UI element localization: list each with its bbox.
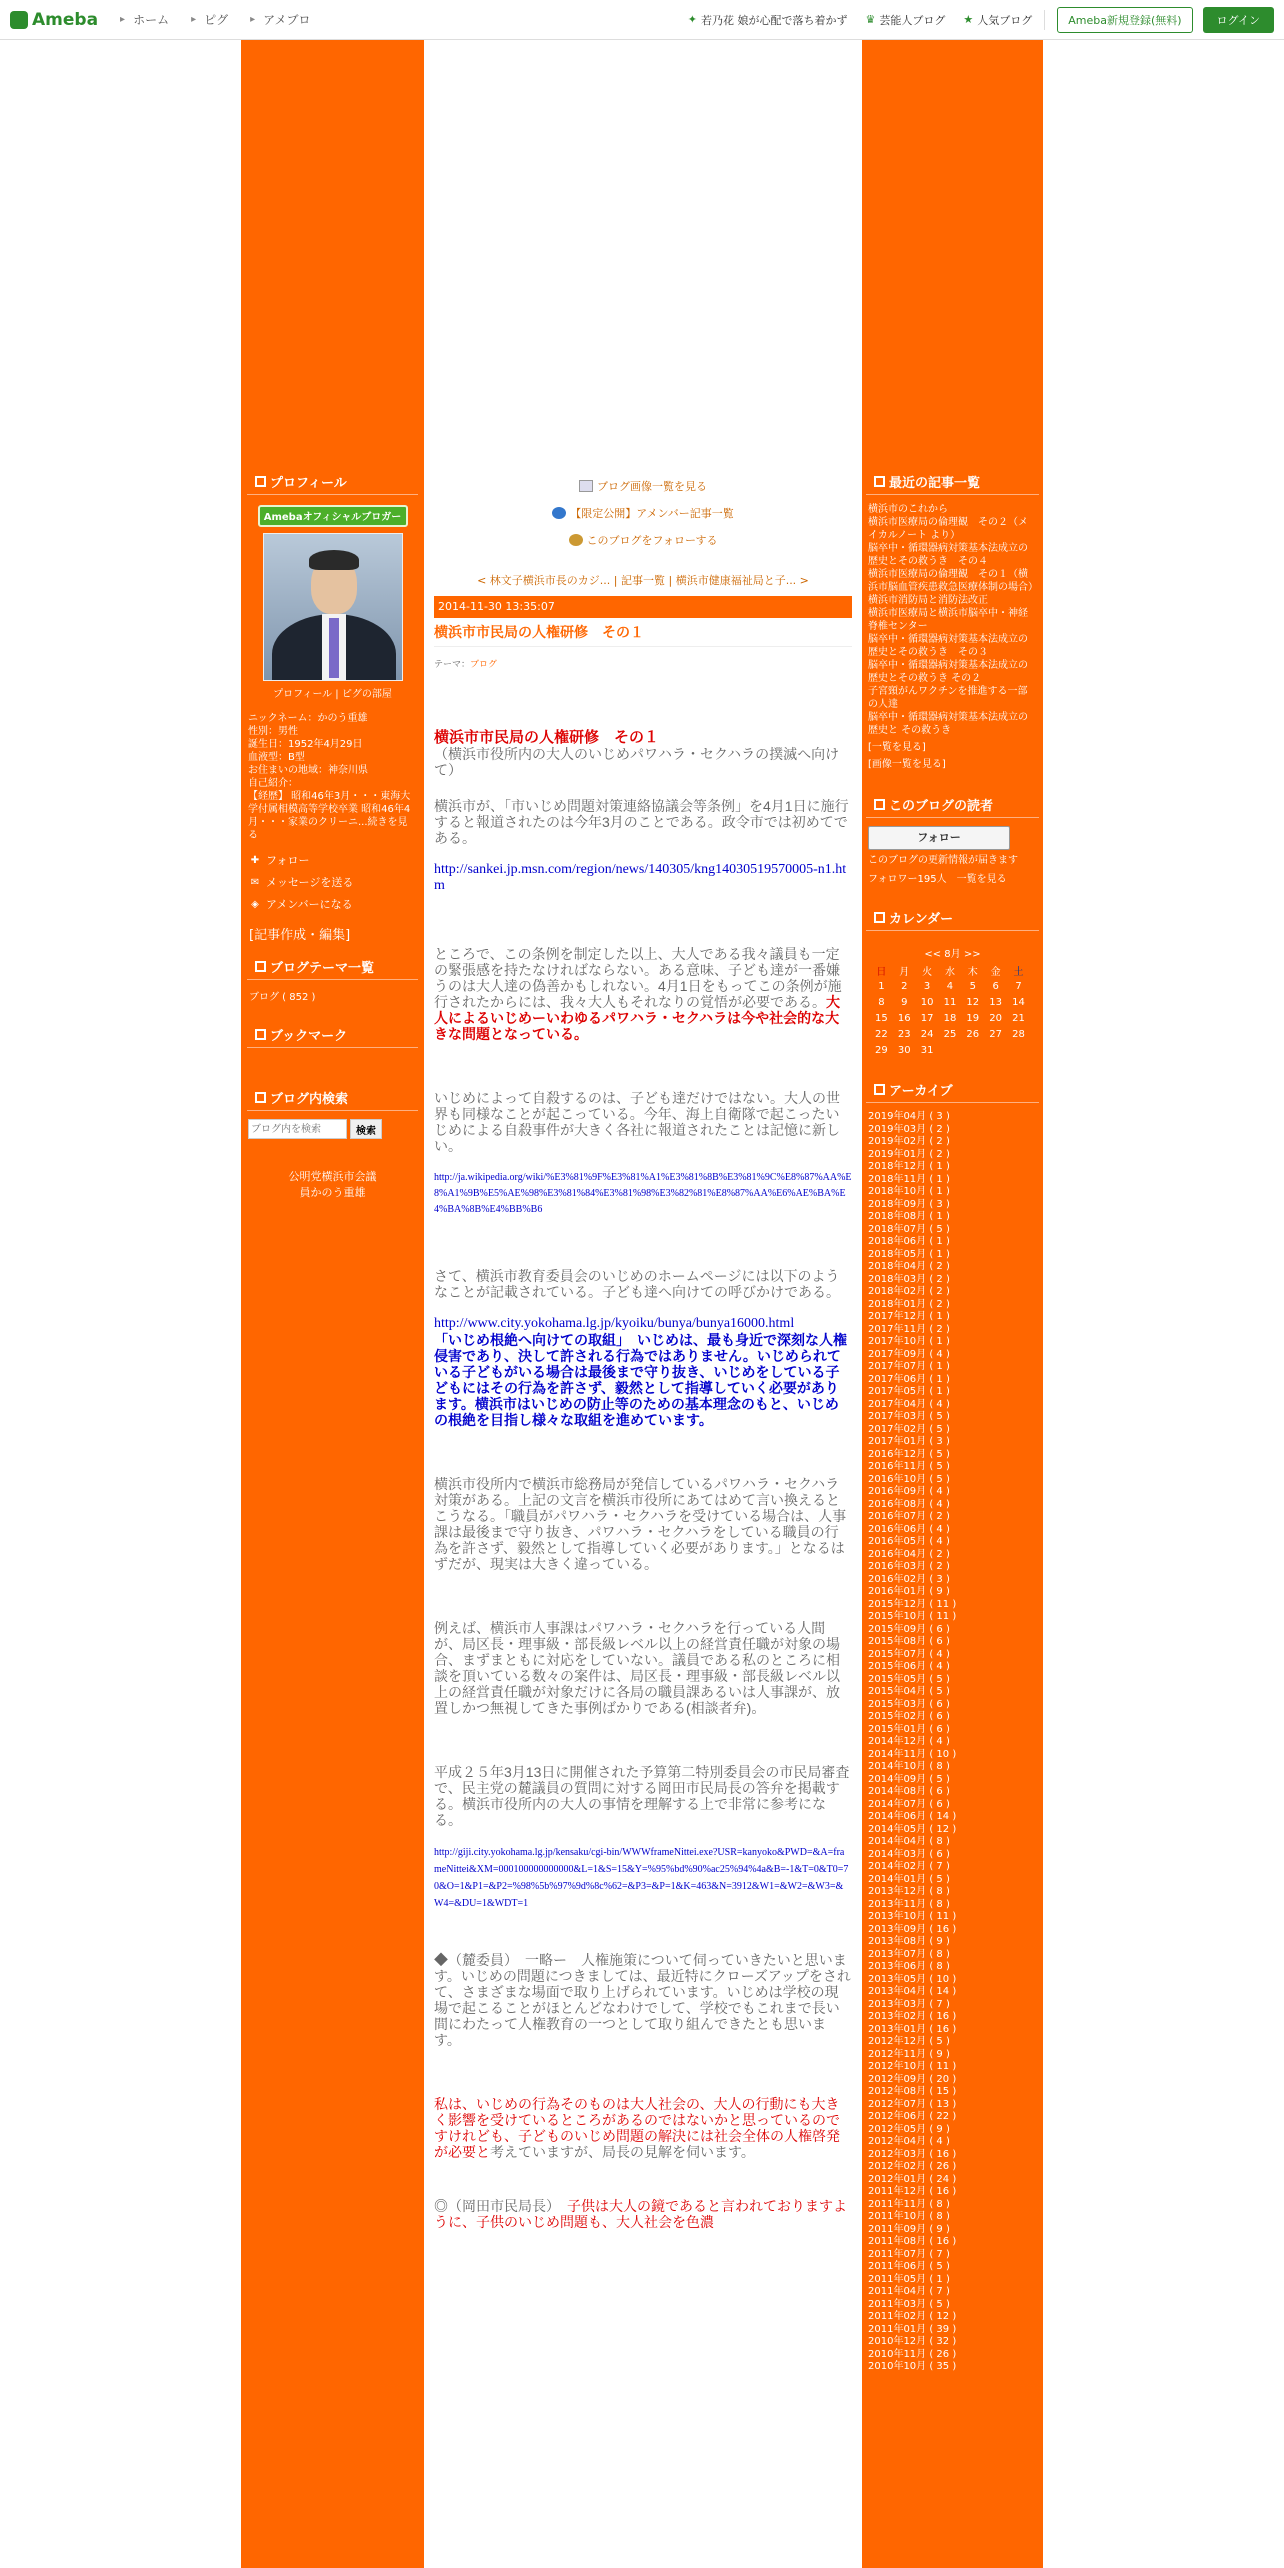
cal-day: 30 xyxy=(897,1044,911,1056)
archive-item[interactable]: 2015年09月 ( 6 ) xyxy=(868,1623,950,1635)
archive-item[interactable]: 2019年02月 ( 2 ) xyxy=(868,1136,950,1147)
bookmark-heading: ブックマーク xyxy=(247,1025,418,1048)
cal-day: 10 xyxy=(920,996,934,1008)
recent-list-all[interactable]: [一覧を見る] xyxy=(868,742,926,753)
cal-day: 12 xyxy=(966,996,980,1008)
archive-item[interactable]: 2017年11月 ( 2 ) xyxy=(868,1323,950,1335)
archive-item[interactable]: 2018年04月 ( 2 ) xyxy=(868,1261,950,1272)
archive-item[interactable]: 2019年04月 ( 3 ) xyxy=(868,1111,950,1122)
residence: お住まいの地域：神奈川県 xyxy=(248,765,368,776)
cal-day: 7 xyxy=(1015,980,1022,992)
cal-day: 11 xyxy=(943,996,957,1008)
archive-item[interactable]: 2012年08月 ( 15 ) xyxy=(868,2086,957,2097)
archive-item[interactable]: 2015年03月 ( 6 ) xyxy=(868,1698,950,1710)
archive-item[interactable]: 2016年05月 ( 4 ) xyxy=(868,1536,950,1547)
cal-day: 22 xyxy=(875,1028,888,1040)
message-action[interactable] xyxy=(241,872,424,892)
cal-head: 火 xyxy=(922,966,933,978)
search-row xyxy=(241,1119,424,1139)
left-sidebar xyxy=(241,40,424,2568)
right-sidebar xyxy=(862,40,1043,2568)
recent-item[interactable]: 子宮頸がんワクチンを推進する一部の人達 xyxy=(868,686,1028,710)
body-paragraph-2b: 大人によるいじめーいわゆるパワハラ・セクハラは今や社会的な大きな問題となっている。 xyxy=(434,994,840,1042)
archive-item[interactable]: 2012年10月 ( 11 ) xyxy=(868,2061,957,2072)
archive-item[interactable]: 2012年12月 ( 5 ) xyxy=(868,2036,950,2047)
recent-item[interactable]: 横浜市医療局の倫理観 その２（メイカルノート より） xyxy=(868,517,1028,541)
readers-heading: このブログの読者 xyxy=(866,795,1039,818)
popular-blog-label: 人気ブログ xyxy=(977,13,1033,27)
archive-item[interactable]: 2015年05月 ( 5 ) xyxy=(868,1673,950,1685)
archive-item[interactable]: 2019年01月 ( 2 ) xyxy=(868,1148,950,1160)
archive-item[interactable]: 2010年10月 ( 35 ) xyxy=(868,2361,957,2372)
archive-item[interactable]: 2018年12月 ( 1 ) xyxy=(868,1161,950,1172)
archive-item[interactable]: 2014年05月 ( 12 ) xyxy=(868,1823,957,1835)
archive-item[interactable]: 2017年06月 ( 1 ) xyxy=(868,1373,950,1385)
archive-item[interactable]: 2015年10月 ( 11 ) xyxy=(868,1611,957,1622)
cal-day: 14 xyxy=(1012,996,1025,1008)
image-icon xyxy=(579,480,593,492)
cal-day: 29 xyxy=(875,1044,888,1056)
theme-item[interactable]: ブログ ( 852 ) xyxy=(249,992,316,1003)
amember-list-link[interactable] xyxy=(424,500,862,527)
cal-day: 23 xyxy=(897,1028,911,1040)
mail-icon: ✉ xyxy=(250,876,260,888)
archive-list xyxy=(862,1111,1043,2374)
archive-item[interactable]: 2011年11月 ( 8 ) xyxy=(868,2198,950,2210)
body-subheading: （横浜市役所内の大人のいじめパワハラ・セクハラの撲滅へ向けて） xyxy=(434,746,840,778)
body-paragraph-9b: 考えていますが、局長の見解を伺います。 xyxy=(490,2144,755,2160)
star-icon: ★ xyxy=(963,13,974,26)
archive-item[interactable]: 2018年07月 ( 5 ) xyxy=(868,1223,950,1235)
archive-item[interactable]: 2013年11月 ( 8 ) xyxy=(868,1898,950,1910)
body-paragraph-9 xyxy=(434,2096,852,2160)
celebrity-blog-link[interactable] xyxy=(865,12,945,28)
recent-item[interactable]: 脳卒中・循環器病対策基本法成立の歴史と その救うき xyxy=(868,712,1028,736)
archive-item[interactable]: 2012年04月 ( 4 ) xyxy=(868,2136,950,2147)
archive-item[interactable]: 2011年03月 ( 5 ) xyxy=(868,2298,950,2310)
archive-item[interactable]: 2017年02月 ( 5 ) xyxy=(868,1423,950,1435)
nickname: ニックネーム：かのう重雄 xyxy=(248,713,368,724)
cal-day: 1 xyxy=(878,980,885,992)
calendar-heading: カレンダー xyxy=(866,908,1039,931)
cal-day: 20 xyxy=(989,1012,1002,1024)
archive-item[interactable]: 2011年05月 ( 1 ) xyxy=(868,2273,950,2285)
archive-item[interactable]: 2015年01月 ( 6 ) xyxy=(868,1723,950,1735)
image-list-link[interactable] xyxy=(424,473,862,500)
archive-item[interactable]: 2018年09月 ( 3 ) xyxy=(868,1198,950,1210)
popular-blog-link[interactable] xyxy=(963,12,1032,28)
profile-heading: プロフィール xyxy=(247,472,418,495)
archive-item[interactable]: 2013年12月 ( 8 ) xyxy=(868,1886,950,1897)
entry-title[interactable]: 横浜市市民局の人権研修 その１ xyxy=(434,622,852,647)
archive-item[interactable]: 2016年12月 ( 5 ) xyxy=(868,1448,950,1460)
recent-item[interactable]: 横浜市医療局と横浜市脳卒中・神経脊椎センター xyxy=(868,608,1028,632)
theme-label: テーマ： xyxy=(434,660,471,670)
follow-button[interactable]: フォロー xyxy=(868,826,1010,850)
archive-item[interactable]: 2016年09月 ( 4 ) xyxy=(868,1486,950,1497)
member-label-line2: 員かのう重雄 xyxy=(299,1186,366,1199)
archive-item[interactable]: 2019年03月 ( 2 ) xyxy=(868,1123,950,1135)
archive-item[interactable]: 2015年04月 ( 5 ) xyxy=(868,1686,950,1697)
blog-search-button[interactable]: 検索 xyxy=(350,1119,382,1139)
archive-item[interactable]: 2013年10月 ( 11 ) xyxy=(868,1911,957,1922)
archive-item[interactable]: 2012年01月 ( 24 ) xyxy=(868,2173,957,2185)
amember-action[interactable] xyxy=(241,894,424,914)
cal-head-sun: 日 xyxy=(876,966,887,978)
lock-icon xyxy=(552,507,566,519)
main-content xyxy=(424,40,862,2568)
archive-item[interactable]: 2013年02月 ( 16 ) xyxy=(868,2011,957,2022)
archive-item[interactable]: 2018年10月 ( 1 ) xyxy=(868,1186,950,1197)
archive-item[interactable]: 2011年10月 ( 8 ) xyxy=(868,2211,950,2222)
archive-item[interactable]: 2013年08月 ( 9 ) xyxy=(868,1936,950,1947)
archive-item[interactable]: 2016年10月 ( 5 ) xyxy=(868,1473,950,1485)
cal-day: 3 xyxy=(923,980,931,992)
amember-list-label: 【限定公開】アメンバー記事一覧 xyxy=(570,507,734,520)
archive-item[interactable]: 2010年11月 ( 26 ) xyxy=(868,2348,957,2360)
archive-item[interactable]: 2016年11月 ( 5 ) xyxy=(868,1461,950,1472)
recent-item[interactable]: 横浜市消防局と消防法改正 xyxy=(868,595,988,606)
follow-blog-label: このブログをフォローする xyxy=(586,534,718,547)
body-blue-quote: 「いじめ根絶へ向けての取組」 いじめは、最も身近で深刻な人権侵害であり、決して許される行為ではありません。いじめられている子どもがいる場合は最後まで守り抜き、いじめをしている子どもにはその行為を許さず、毅然として指導していく必要があります。横浜市はいじめの防止等のための基本理念のもと、いじめの根絶を目指し様々な取組を進めています。 xyxy=(434,1332,847,1428)
archive-item[interactable]: 2014年03月 ( 6 ) xyxy=(868,1848,950,1860)
follow-label: フォロー xyxy=(266,854,310,867)
archive-item[interactable]: 2012年09月 ( 20 ) xyxy=(868,2073,957,2085)
message-label: メッセージを送る xyxy=(266,876,354,889)
archive-item[interactable]: 2017年03月 ( 5 ) xyxy=(868,1411,950,1422)
top-bar xyxy=(0,0,1284,40)
archive-item[interactable]: 2014年10月 ( 8 ) xyxy=(868,1761,950,1772)
divider xyxy=(1044,10,1045,30)
cal-day: 25 xyxy=(943,1028,957,1040)
body-paragraph-6: 例えば、横浜市人事課はパワハラ・セクハラを行っている人間が、局区長・理事級・部長級レベル以上の経営責任職が対象の場合、まずまともに対応をしていない。議員である私のところに相談を頂いている数々の案件は、局区長・理事級・部長級レベル以上の経営責任職が対象だけに各局の職員課あるいは人事課が、放置しかつ無視してきた事例ばかりである(相談者弁)。 xyxy=(434,1620,840,1716)
cal-day: 8 xyxy=(878,996,885,1008)
archive-item[interactable]: 2016年02月 ( 3 ) xyxy=(868,1573,950,1585)
recent-list xyxy=(862,503,1043,771)
logo-text: Ameba xyxy=(32,9,99,30)
archive-item[interactable]: 2010年12月 ( 32 ) xyxy=(868,2336,957,2347)
recent-item[interactable]: 横浜市医療局の倫理観 その１（横浜市脳血管疾患救急医療体制の場合） xyxy=(868,569,1038,593)
cal-day: 17 xyxy=(920,1012,934,1024)
archive-item[interactable]: 2018年01月 ( 2 ) xyxy=(868,1298,950,1310)
readers-count[interactable]: フォロワー195人 一覧を見る xyxy=(868,874,1007,885)
archive-item[interactable]: 2013年01月 ( 16 ) xyxy=(868,2023,957,2035)
archive-item[interactable]: 2016年06月 ( 4 ) xyxy=(868,1523,950,1535)
cal-day: 24 xyxy=(920,1028,934,1040)
cal-day: 9 xyxy=(901,996,908,1008)
body-paragraph-7: 平成２５年3月13日に開催された予算第二特別委員会の市民局審査で、民主党の麓議員の質問に対する岡田市民局長の答弁を掲載する。横浜市役所内の大人の事情を理解する上で非常に参考になる。 xyxy=(434,1764,850,1828)
edit-link[interactable]: [記事作成・編集] xyxy=(249,928,351,943)
cal-day: 16 xyxy=(897,1012,911,1024)
archive-item[interactable]: 2012年03月 ( 16 ) xyxy=(868,2148,957,2160)
cal-day: 4 xyxy=(946,980,954,992)
search-heading: ブログ内検索 xyxy=(247,1088,418,1111)
body-heading: 横浜市市民局の人権研修 その１ xyxy=(434,729,660,746)
readers-note: このブログの更新情報が届きます xyxy=(868,855,1018,866)
ameba-logo[interactable] xyxy=(10,10,98,30)
nav-ameblo[interactable]: ▸ アメブロ xyxy=(250,11,310,28)
archive-item[interactable]: 2014年04月 ( 8 ) xyxy=(868,1836,950,1847)
archive-item[interactable]: 2018年02月 ( 2 ) xyxy=(868,1286,950,1297)
member-label-line1: 公明党横浜市会議 xyxy=(288,1170,377,1183)
cal-day: 15 xyxy=(875,1012,888,1024)
archive-item[interactable]: 2014年11月 ( 10 ) xyxy=(868,1748,957,1760)
ameba-logo-icon xyxy=(10,11,28,29)
body-paragraph-2a: ところで、この条例を制定した以上、大人である我々議員も一定の緊張感を持たなければならない。ある意味、子ども達が一番嫌うのは大人達の偽善かもしれない。4月1日をもってこの条例が施行されたからには、我々大人もそれなりの覚悟が必要である。 xyxy=(434,946,842,1010)
archive-item[interactable]: 2014年08月 ( 6 ) xyxy=(868,1786,950,1797)
body-paragraph-9a: 私は、いじめの行為そのものは大人社会の、大人の行動にも大きく影響を受けているところがあるのではないかと思っているのですけれども、子どものいじめ問題の解決には社会全体の人権啓発が必要と xyxy=(434,2096,840,2160)
archive-item[interactable]: 2015年08月 ( 6 ) xyxy=(868,1636,950,1647)
body-link-1[interactable]: http://sankei.jp.msn.com/region/news/140305/kng14030519570005-n1.htm xyxy=(434,862,847,893)
body-paragraph-5: 横浜市役所内で横浜市総務局が発信しているパワハラ・セクハラ対策がある。上記の文言を横浜市役所にあてはめて言い換えるとこうなる。「職員がパワハラ・セクハラを受けている場合は、人事課は最後まで守り抜き、パワハラ・セクハラをしている職員の行為を許さず、毅然として指導していく必要があります。」となるはずだが、現実は大きく違っている。 xyxy=(434,1476,847,1572)
recent-item[interactable]: 横浜市のこれから xyxy=(868,504,948,515)
entry-theme xyxy=(434,657,852,670)
member-label[interactable] xyxy=(241,1169,424,1201)
cal-head: 月 xyxy=(899,966,910,978)
reader-icon xyxy=(569,534,583,546)
body-link-3[interactable]: http://www.city.yokohama.lg.jp/kyoiku/bunya/bunya16000.html xyxy=(434,1316,795,1331)
birthday: 誕生日：1952年4月29日 xyxy=(248,739,363,750)
intro-label: 自己紹介： xyxy=(248,778,298,789)
archive-item[interactable]: 2013年05月 ( 10 ) xyxy=(868,1973,957,1985)
body-paragraph-10 xyxy=(434,2198,852,2230)
cal-day: 28 xyxy=(1012,1028,1025,1040)
archive-item[interactable]: 2018年08月 ( 1 ) xyxy=(868,1211,950,1222)
body-paragraph-1: 横浜市が、「市いじめ問題対策連絡協議会等条例」を4月1日に施行すると報道されたのは今年3月のことである。政令市では初めてである。 xyxy=(434,798,849,846)
body-paragraph-10b: 子供は大人の鏡であると言われておりますように、子供のいじめ問題も、大人社会を色濃 xyxy=(434,2198,847,2230)
cal-day: 31 xyxy=(920,1044,934,1056)
archive-item[interactable]: 2011年06月 ( 5 ) xyxy=(868,2261,950,2272)
archive-item[interactable]: 2015年12月 ( 11 ) xyxy=(868,1598,957,1610)
archive-item[interactable]: 2018年03月 ( 2 ) xyxy=(868,1273,950,1285)
image-list-label: ブログ画像一覧を見る xyxy=(597,480,707,493)
cal-day: 18 xyxy=(943,1012,957,1024)
profile-links[interactable]: プロフィール | ピグの部屋 xyxy=(273,689,392,700)
archive-item[interactable]: 2014年07月 ( 6 ) xyxy=(868,1798,950,1810)
archive-item[interactable]: 2011年12月 ( 16 ) xyxy=(868,2186,957,2197)
cal-day xyxy=(939,1042,962,1058)
crown-icon: ♛ xyxy=(865,13,876,26)
archive-item[interactable]: 2017年04月 ( 4 ) xyxy=(868,1398,950,1410)
cal-day: 5 xyxy=(969,980,976,992)
archive-item[interactable]: 2013年06月 ( 8 ) xyxy=(868,1961,950,1972)
blog-search-input[interactable] xyxy=(248,1119,347,1139)
entry-nav[interactable]: < 林文子横浜市長のカジ... | 記事一覧 | 横浜市健康福祉局と子... > xyxy=(477,574,809,587)
archive-item[interactable]: 2017年01月 ( 3 ) xyxy=(868,1436,950,1447)
nav-home[interactable]: ▸ ホーム xyxy=(120,11,169,28)
archive-item[interactable]: 2013年04月 ( 14 ) xyxy=(868,1986,957,1997)
archive-item[interactable]: 2015年07月 ( 4 ) xyxy=(868,1648,950,1660)
archive-item[interactable]: 2011年04月 ( 7 ) xyxy=(868,2286,950,2297)
cal-head-sat: 土 xyxy=(1013,966,1024,978)
cal-day: 26 xyxy=(966,1028,980,1040)
profile-info xyxy=(241,712,424,842)
archive-item[interactable]: 2014年09月 ( 5 ) xyxy=(868,1773,950,1785)
archive-item[interactable]: 2017年07月 ( 1 ) xyxy=(868,1361,950,1372)
register-button[interactable]: Ameba新規登録(無料) xyxy=(1057,7,1192,33)
archive-item[interactable]: 2011年09月 ( 9 ) xyxy=(868,2223,950,2235)
recent-item[interactable]: 脳卒中・循環器病対策基本法成立の歴史とその救うき その２ xyxy=(868,660,1028,684)
cal-day: 19 xyxy=(966,1012,980,1024)
cal-day: 13 xyxy=(989,996,1002,1008)
body-paragraph-10a: ◎（岡田市民局長） xyxy=(434,2198,567,2214)
cal-day: 2 xyxy=(901,980,908,992)
cal-day: 27 xyxy=(989,1028,1002,1040)
body-link-2[interactable]: http://ja.wikipedia.org/wiki/%E3%81%9F%E3%81%A1%E3%81%8B%E3%81%9C%E8%87%AA%E8%A1%9B%E5%AE%98%E3%81%84%E3%81%98%E3%82%81%E8%87%AA%E6%AE%BA%E4%BA%8B%E4%BB%B6 xyxy=(434,1172,852,1215)
archive-item[interactable]: 2015年06月 ( 4 ) xyxy=(868,1661,950,1672)
archive-item[interactable]: 2013年09月 ( 16 ) xyxy=(868,1923,957,1935)
official-blogger-badge: Amebaオフィシャルブロガー xyxy=(258,505,408,527)
celebrity-blog-label: 芸能人ブログ xyxy=(879,13,946,27)
archive-item[interactable]: 2011年02月 ( 12 ) xyxy=(868,2311,957,2322)
archive-item[interactable]: 2014年06月 ( 14 ) xyxy=(868,1811,957,1822)
career[interactable]: 【経歴】 昭和46年3月・・・東海大学付属相模高等学校卒業 昭和46年4月・・・家業のクリーニ...続きを見る xyxy=(248,791,411,841)
follow-icon: ✚ xyxy=(250,854,260,866)
archive-item[interactable]: 2018年11月 ( 1 ) xyxy=(868,1173,950,1185)
archive-item[interactable]: 2012年06月 ( 22 ) xyxy=(868,2111,957,2122)
archive-item[interactable]: 2017年09月 ( 4 ) xyxy=(868,1348,950,1360)
top-right xyxy=(670,7,1284,33)
body-paragraph-8: ◆（麓委員） 一略ー 人権施策について伺っていきたいと思います。いじめの問題につきましては、最近特にクローズアップをされて、さまざまな場面で取り上げられています。いじめは学校の現場で起こることがほとんどなわけでして、学校でもこれまで長い間にわたって人権教育の一つとして取り組んできたとも思います。 xyxy=(434,1952,851,2048)
archive-item[interactable]: 2016年04月 ( 2 ) xyxy=(868,1548,950,1560)
theme-link[interactable]: ブログ xyxy=(470,660,498,670)
cal-head: 水 xyxy=(944,966,955,978)
amember-icon: ◈ xyxy=(251,898,259,910)
center-links xyxy=(424,473,862,554)
archive-item[interactable]: 2012年02月 ( 26 ) xyxy=(868,2161,957,2172)
archive-item[interactable]: 2014年01月 ( 5 ) xyxy=(868,1873,950,1885)
recent-item[interactable]: 脳卒中・循環器病対策基本法成立の歴史とその救うき その４ xyxy=(868,543,1028,567)
blood-type: 血液型：B型 xyxy=(248,752,305,763)
amember-label: アメンバーになる xyxy=(266,898,353,911)
archive-item[interactable]: 2012年05月 ( 9 ) xyxy=(868,2123,950,2135)
archive-item[interactable]: 2014年02月 ( 7 ) xyxy=(868,1861,950,1872)
archive-item[interactable]: 2016年08月 ( 4 ) xyxy=(868,1498,950,1510)
cal-head: 木 xyxy=(967,966,978,978)
news-link[interactable] xyxy=(688,12,848,28)
gender: 性別：男性 xyxy=(248,726,298,737)
archive-item[interactable]: 2012年07月 ( 13 ) xyxy=(868,2098,957,2110)
theme-heading: ブログテーマ一覧 xyxy=(247,957,418,980)
archive-item[interactable]: 2016年01月 ( 9 ) xyxy=(868,1586,950,1597)
archive-item[interactable]: 2012年11月 ( 9 ) xyxy=(868,2048,950,2060)
entry-body xyxy=(434,670,852,2230)
archive-item[interactable]: 2016年07月 ( 2 ) xyxy=(868,1511,950,1522)
archive-item[interactable]: 2011年01月 ( 39 ) xyxy=(868,2323,957,2335)
sparkle-icon: ✦ xyxy=(687,13,697,26)
nav-pigg[interactable]: ▸ ピグ xyxy=(191,11,228,28)
recent-item[interactable]: 脳卒中・循環器病対策基本法成立の歴史とその救うき その３ xyxy=(868,634,1028,658)
follow-action[interactable] xyxy=(241,850,424,870)
archive-item[interactable]: 2015年02月 ( 6 ) xyxy=(868,1711,950,1722)
archive-item[interactable]: 2014年12月 ( 4 ) xyxy=(868,1736,950,1747)
body-paragraph-3: いじめによって自殺するのは、子ども達だけではない。大人の世界も同様なことが起こっている。今年、海上自衛隊で起こったいじめによる自殺事件が大きく各社に報道されたことは記憶に新しい。 xyxy=(434,1090,840,1154)
archive-item[interactable]: 2017年12月 ( 1 ) xyxy=(868,1311,950,1322)
archive-item[interactable]: 2013年07月 ( 8 ) xyxy=(868,1948,950,1960)
news-link-label: 若乃花 娘が心配で落ち着かず xyxy=(700,13,848,27)
archive-item[interactable]: 2011年08月 ( 16 ) xyxy=(868,2236,957,2247)
archive-item[interactable]: 2011年07月 ( 7 ) xyxy=(868,2248,950,2260)
archive-item[interactable]: 2017年05月 ( 1 ) xyxy=(868,1386,950,1397)
archive-item[interactable]: 2018年05月 ( 1 ) xyxy=(868,1248,950,1260)
body-link-4[interactable]: http://giji.city.yokohama.lg.jp/kensaku/cgi-bin/WWWframeNittei.exe?USR=kanyoko&PWD=&A=frameNittei&XM=000100000000000&L=1&S=15&Y=%95%bd%90%ac25%94%4a&B=-1&T=0&T0=70&O=1&P1=&P2=%98%5b%97%9d%8c%62=&P3=&P=1&K=463&N=3912&W1=&W2=&W3=&W4=&DU=1&WDT=1 xyxy=(434,1847,849,1909)
login-button[interactable]: ログイン xyxy=(1203,7,1274,33)
follow-blog-link[interactable] xyxy=(424,527,862,554)
body-paragraph-2 xyxy=(434,946,852,1042)
archive-item[interactable]: 2018年06月 ( 1 ) xyxy=(868,1236,950,1247)
cal-day: 21 xyxy=(1012,1012,1025,1024)
archive-item[interactable]: 2017年10月 ( 1 ) xyxy=(868,1336,950,1347)
recent-heading: 最近の記事一覧 xyxy=(866,472,1039,495)
recent-image-list[interactable]: [画像一覧を見る] xyxy=(868,759,946,770)
archive-item[interactable]: 2016年03月 ( 2 ) xyxy=(868,1561,950,1572)
cal-day: 6 xyxy=(992,980,999,992)
cal-head: 金 xyxy=(990,966,1001,978)
profile-photo[interactable] xyxy=(263,533,403,681)
body-paragraph-4: さて、横浜市教育委員会のいじめのホームページには以下のようなことが記載されている。子ども達へ向けての呼びかけである。 xyxy=(434,1268,840,1300)
archive-heading: アーカイブ xyxy=(866,1080,1039,1103)
archive-item[interactable]: 2013年03月 ( 7 ) xyxy=(868,1998,950,2010)
calendar-nav[interactable]: << 8月 >> xyxy=(924,949,981,960)
entry-date: 2014-11-30 13:35:07 xyxy=(434,596,852,618)
calendar-table xyxy=(870,962,1030,1058)
